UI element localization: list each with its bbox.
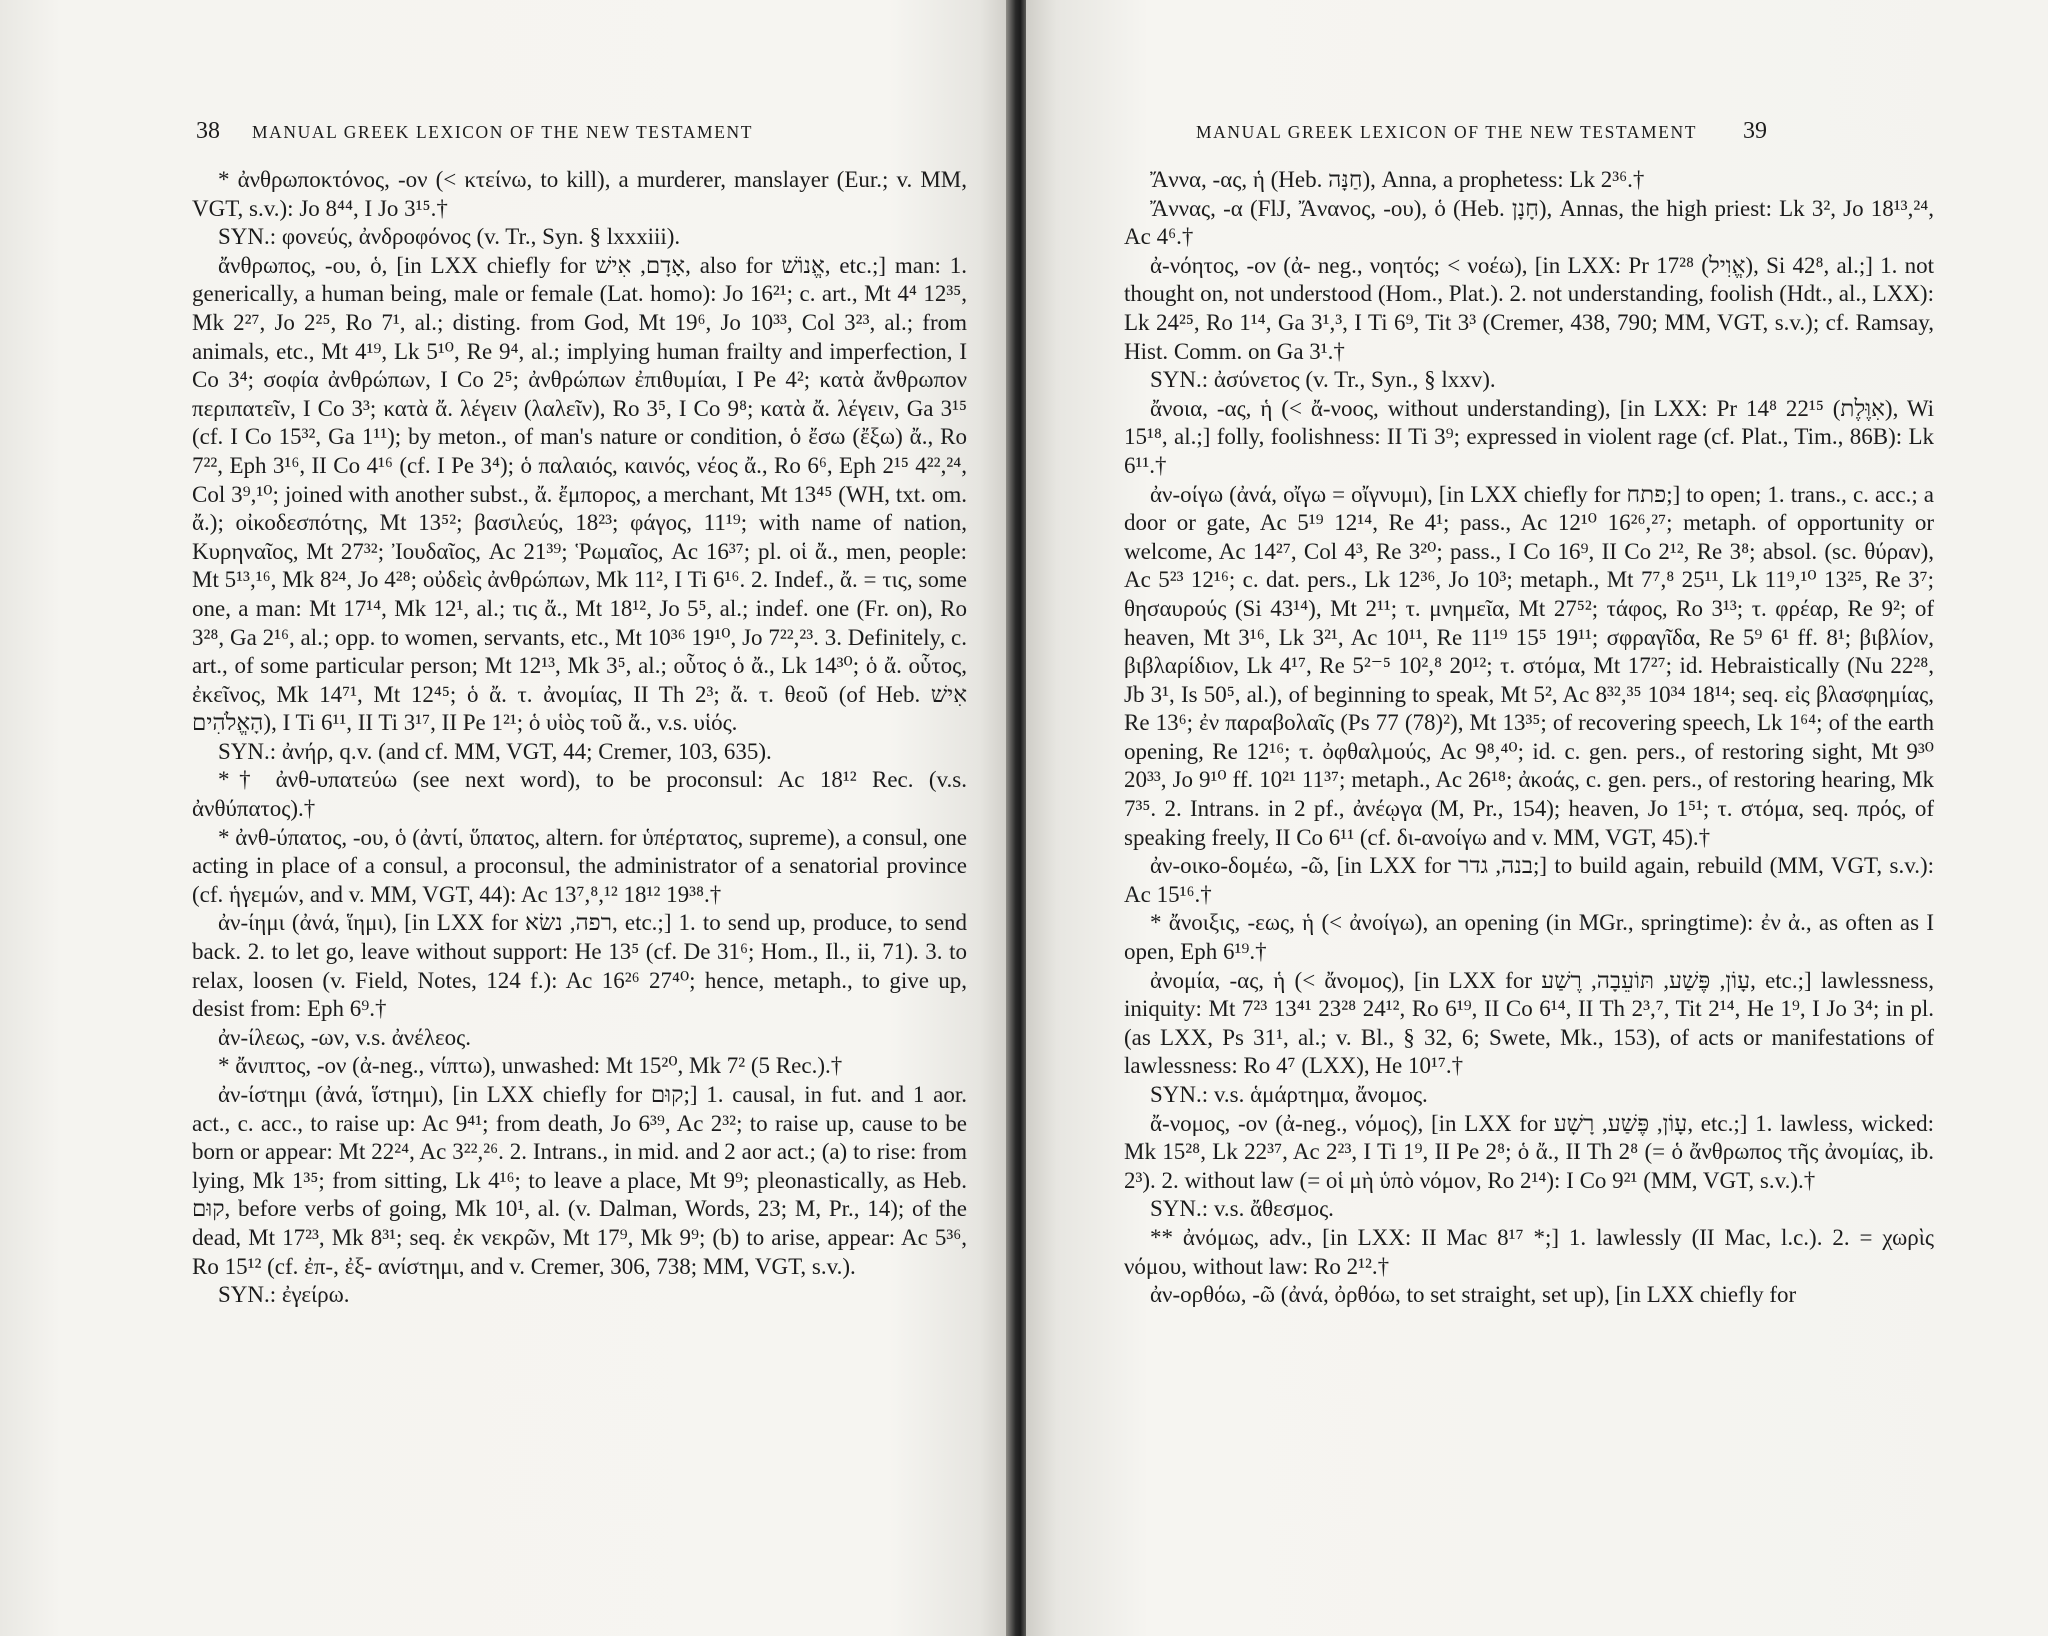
syn-note: SYN.: ἐγείρω. [218,1282,350,1308]
syn-note: SYN.: φονεύς, ἀνδροφόνος (v. Tr., Syn. § lxxxiii). [218,224,681,250]
right-page-number: 39 [1743,118,1768,144]
syn-note: SYN.: v.s. ἄθεσμος. [1150,1196,1334,1222]
entry-aniptos: * ἄνιπτος, -ον (ἀ-neg., νίπτω), unwashed: Mt 15²⁰, Mk 7² (5 Rec.).† [218,1053,843,1079]
entry-anthypatos: * ἀνθ-ύπατος, -ου, ὁ (ἀντί, ὕπατος, altern. for ὑπέρτατος, supreme), a consul, one acting in place of a consul, a proconsul, the administrator of a senatorial province (cf. ἡγεμών, and v. MM, VGT, 44): Ac 13⁷,⁸,¹² 18¹² 19³⁸.† [192,824,967,907]
left-column [192,166,967,1310]
entry-anthypateuo: *† ἀνθ-υπατεύω (see next word), to be proconsul: Ac 18¹² Rec. (v.s. ἀνθύπατος).† [192,767,967,822]
entry-anoixis: * ἄνοιξις, -εως, ἡ (< ἀνοίγω), an opening (in MGr., springtime): ἐν ἀ., as often as I open, Eph 6¹⁹.† [1124,910,1934,965]
left-page-number: 38 [196,118,220,144]
left-page-header [196,118,966,152]
entry-anoetos: ἀ-νόητος, -ον (ἀ- neg., νοητός; < νοέω), [in LXX: Pr 17²⁸ (אֱוִיל), Si 42⁸, al.;] 1. not thought on, not understood (Hom., Plat.). 2. not understanding, foolish (Hdt., al., LXX): Lk 24²⁵, Ro 1¹⁴, Ga 3¹,³, I Ti 6⁹, Tit 3³ (Cremer, 438, 790; MM, VGT, s.v.); cf. Ramsay, Hist. Comm. on Ga 3¹.† [1124,252,1934,364]
entry-anomia: ἀνομία, -ας, ἡ (< ἄνομος), [in LXX for עָוֹן, פֶּשַׁע, תּוֹעֵבָה, רֶשַׁע, etc.;] lawlessness, iniquity: Mt 7²³ 13⁴¹ 23²⁸ 24¹², Ro 6¹⁹, II Co 6¹⁴, II Th 2³,⁷, Tit 2¹⁴, He 1⁹, I Jo 3⁴; in pl. (as LXX, Ps 31¹, al.; v. Bl., § 32, 6; Swete, Mk., 153), of acts or manifestations of lawlessness: Ro 4⁷ (LXX), He 10¹⁷.† [1124,967,1934,1079]
entry-anna: Ἄννα, -ας, ἡ (Heb. חַנָּה), Anna, a prophetess: Lk 2³⁶.† [1150,167,1645,192]
syn-note: SYN.: v.s. ἁμάρτημα, ἄνομος. [1150,1082,1428,1107]
entry-aniemi: ἀν-ίημι (ἀνά, ἵημι), [in LXX for רפה, נשׂא, etc.;] 1. to send up, produce, to send back. 2. to let go, leave without support: He 13⁵ (cf. De 31⁶; Hom., Il., ii, 71). 3. to relax, loosen (v. Field, Notes, 124 f.): Ac 16²⁶ 27⁴⁰; hence, metaph., to give up, desist from: Eph 6⁹.† [192,910,967,1022]
entry-anistemi: ἀν-ίστημι (ἀνά, ἵστημι), [in LXX chiefly for קוּם;] 1. causal, in fut. and 1 aor. act., c. acc., to raise up: Ac 9⁴¹; from death, Jo 6³⁹, Ac 2³²; to raise up, cause to be born or appear: Mt 22²⁴, Ac 3²²,²⁶. 2. Intrans., in mid. and 2 aor act.; (a) to rise: from lying, Mk 1³⁵; from sitting, Lk 4¹⁶; to leave a place, Mt 9⁹; pleonastically, as Heb. קוּם, before verbs of going, Mk 10¹, al. (v. Dalman, Words, 23; M, Pr., 14); of the dead, Mt 17²³, Mk 8³¹; seq. ἐκ νεκρῶν, Mt 17⁹, Mk 9⁹; (b) to arise, appear: Ac 5³⁶, Ro 15¹² (cf. ἐπ-, ἐξ- ανίστημι, and v. Cremer, 306, 738; MM, VGT, s.v.). [192,1082,967,1279]
left-page [0,0,1010,1636]
entry-annas: Ἄννας, -α (FlJ, Ἄνανος, -ου), ὁ (Heb. חָנָן), Annas, the high priest: Lk 3², Jo 18¹³,²⁴, Ac 4⁶.† [1124,195,1934,250]
entry-anoia: ἄνοια, -ας, ἡ (< ἄ-νοος, without understanding), [in LXX: Pr 14⁸ 22¹⁵ (אִוֶּלֶת), Wi 15¹⁸, al.;] folly, foolishness: II Ti 3⁹; expressed in violent rage (cf. Plat., Tim., 86B): Lk 6¹¹.† [1124,395,1934,478]
entry-anthropoktonos: * ἀνθρωποκτόνος, -ον (< κτείνω, to kill), a murderer, manslayer (Eur.; v. MM, VGT, s.v.): Jo 8⁴⁴, I Jo 3¹⁵.† [192,167,967,221]
right-page-header [1196,118,1952,152]
entry-anoigo: ἀν-οίγω (ἀνά, οἴγω = οἴγνυμι), [in LXX chiefly for פתח;] to open; 1. trans., c. acc.; a door or gate, Ac 5¹⁹ 12¹⁴, Re 4¹; pass., Ac 12¹⁰ 16²⁶,²⁷; metaph. of opportunity or welcome, Ac 14²⁷, Col 4³, Re 3²⁰; pass., I Co 16⁹, II Co 2¹², Re 3⁸; absol. (sc. θύραν), Ac 5²³ 12¹⁶; c. dat. pers., Lk 12³⁶, Jo 10³; metaph., Mt 7⁷,⁸ 25¹¹, Lk 11⁹,¹⁰ 13²⁵, Re 3⁷; θησαυρούς (Si 43¹⁴), Mt 2¹¹; τ. μνημεῖα, Mt 27⁵²; τάφος, Ro 3¹³; τ. φρέαρ, Re 9²; of heaven, Mt 3¹⁶, Lk 3²¹, Ac 10¹¹, Re 11¹⁹ 15⁵ 19¹¹; σφραγῖδα, Re 5⁹ 6¹ ff. 8¹; βιβλίον, βιβλαρίδιον, Lk 4¹⁷, Re 5²⁻⁵ 10²,⁸ 20¹²; τ. στόμα, Mt 17²⁷; id. Hebraistically (Nu 22²⁸, Jb 3¹, Is 50⁵, al.), of beginning to speak, Mt 5², Ac 8³²,³⁵ 10³⁴ 18¹⁴; seq. εἰς βλασφημίας, Re 13⁶; ἐν παραβολαῖς (Ps 77 (78)²), Mt 13³⁵; of recovering speech, Lk 1⁶⁴; of the earth opening, Re 12¹⁶; τ. ὀφθαλμούς, Ac 9⁸,⁴⁰; id. c. gen. pers., of restoring sight, Mt 9³⁰ 20³³, Jo 9¹⁰ ff. 10²¹ 11³⁷; metaph., Ac 26¹⁸; ἀκοάς, c. gen. pers., of restoring hearing, Mk 7³⁵. 2. Intrans. in 2 pf., ἀνέῳγα (M, Pr., 154); heaven, Jo 1⁵¹; τ. στόμα, seq. πρός, of speaking freely, II Co 6¹¹ (cf. δι-ανοίγω and v. MM, VGT, 45).† [1124,481,1934,850]
right-page [1026,0,2048,1636]
syn-note: SYN.: ἀσύνετος (v. Tr., Syn., § lxxv). [1150,367,1496,393]
entry-anomos: ἄ-νομος, -ον (ἀ-neg., νόμος), [in LXX for עָוֹן, פֶּשַׁע, רָשָׁע, etc.;] 1. lawless, wicked: Mk 15²⁸, Lk 22³⁷, Ac 2²³, I Ti 1⁹, II Pe 2⁸; ὁ ἄ., II Th 2⁸ (= ὁ ἄνθρωπος τῆς ἀνομίας, ib. 2³). 2. without law (= οἱ μὴ ὑπὸ νόμον, Ro 2¹⁴): I Co 9²¹ (MM, VGT, s.v.).† [1124,1110,1934,1193]
entry-anoikodomeo: ἀν-οικο-δομέω, -ῶ, [in LXX for בנה, גדר;] to build again, rebuild (MM, VGT, s.v.): Ac 15¹⁶.† [1124,853,1934,907]
left-running-head: MANUAL GREEK LEXICON OF THE NEW TESTAMENT [251,122,754,142]
syn-note: SYN.: ἀνήρ, q.v. (and cf. MM, VGT, 44; Cremer, 103, 635). [218,738,772,764]
entry-anorthoo: ἀν-ορθόω, -ῶ (ἀνά, ὀρθόω, to set straight, set up), [in LXX chiefly for [1150,1282,1797,1308]
entry-anomos-adv: ** ἀνόμως, adv., [in LXX: II Mac 8¹⁷ *;] 1. lawlessly (II Mac, l.c.). 2. = χωρὶς νόμου, without law: Ro 2¹².† [1124,1224,1934,1279]
right-running-head: MANUAL GREEK LEXICON OF THE NEW TESTAMENT [1196,122,1698,142]
entry-anileos: ἀν-ίλεως, -ων, v.s. ἀνέλεος. [218,1024,472,1050]
entry-anthropos: ἄνθρωπος, -ου, ὁ, [in LXX chiefly for אָדָם, אִישׁ, also for אֱנוֹשׁ, etc.;] man: 1. generically, a human being, male or female (Lat. homo): Jo 16²¹; c. art., Mt 4⁴ 12³⁵, Mk 2²⁷, Jo 2²⁵, Ro 7¹, al.; disting. from God, Mt 19⁶, Jo 10³³, Col 3²³, al.; from animals, etc., Mt 4¹⁹, Lk 5¹⁰, Re 9⁴, al.; implying human frailty and imperfection, I Co 3⁴; σοφία ἀνθρώπων, I Co 2⁵; ἀνθρώπων ἐπιθυμίαι, I Pe 4²; κατὰ ἄνθρωπον περιπατεῖν, I Co 3³; κατὰ ἄ. λέγειν (λαλεῖν), Ro 3⁵, I Co 9⁸; κατὰ ἄ. λέγειν, Ga 3¹⁵ (cf. I Co 15³², Ga 1¹¹); by meton., of man's nature or condition, ὁ ἔσω (ἔξω) ἄ., Ro 7²², Eph 3¹⁶, II Co 4¹⁶ (cf. I Pe 3⁴); ὁ παλαιός, καινός, νέος ἄ., Ro 6⁶, Eph 2¹⁵ 4²²,²⁴, Col 3⁹,¹⁰; joined with another subst., ἄ. ἔμπορος, a merchant, Mt 13⁴⁵ (WH, txt. om. ἄ.); οἰκοδεσπότης, Mt 13⁵²; βασιλεύς, 18²³; φάγος, 11¹⁹; with name of nation, Κυρηναῖος, Mt 27³²; Ἰουδαῖος, Ac 21³⁹; Ῥωμαῖος, Ac 16³⁷; pl. οἱ ἄ., men, people: Mt 5¹³,¹⁶, Mk 8²⁴, Jo 4²⁸; οὐδεὶς ἀνθρώπων, Mk 11², I Ti 6¹⁶. 2. Indef., ἄ. = τις, some one, a man: Mt 17¹⁴, Mk 12¹, al.; τις ἄ., Mt 18¹², Jo 5⁵, al.; indef. one (Fr. on), Ro 3²⁸, Ga 2¹⁶, al.; opp. to women, servants, etc., Mt 10³⁶ 19¹⁰, Jo 7²²,²³. 3. Definitely, c. art., of some particular person; Mt 12¹³, Mk 3⁵, al.; οὗτος ὁ ἄ., Lk 14³⁰; ὁ ἄ. οὗτος, ἐκεῖνος, Mk 14⁷¹, Mt 12⁴⁵; ὁ ἄ. τ. ἀνομίας, II Th 2³; ἄ. τ. θεοῦ (of Heb. אִישׁ הָאֱלֹהִים), I Ti 6¹¹, II Ti 3¹⁷, II Pe 1²¹; ὁ υἱὸς τοῦ ἄ., v.s. υἱός. [192,252,967,736]
right-column [1124,166,1934,1310]
